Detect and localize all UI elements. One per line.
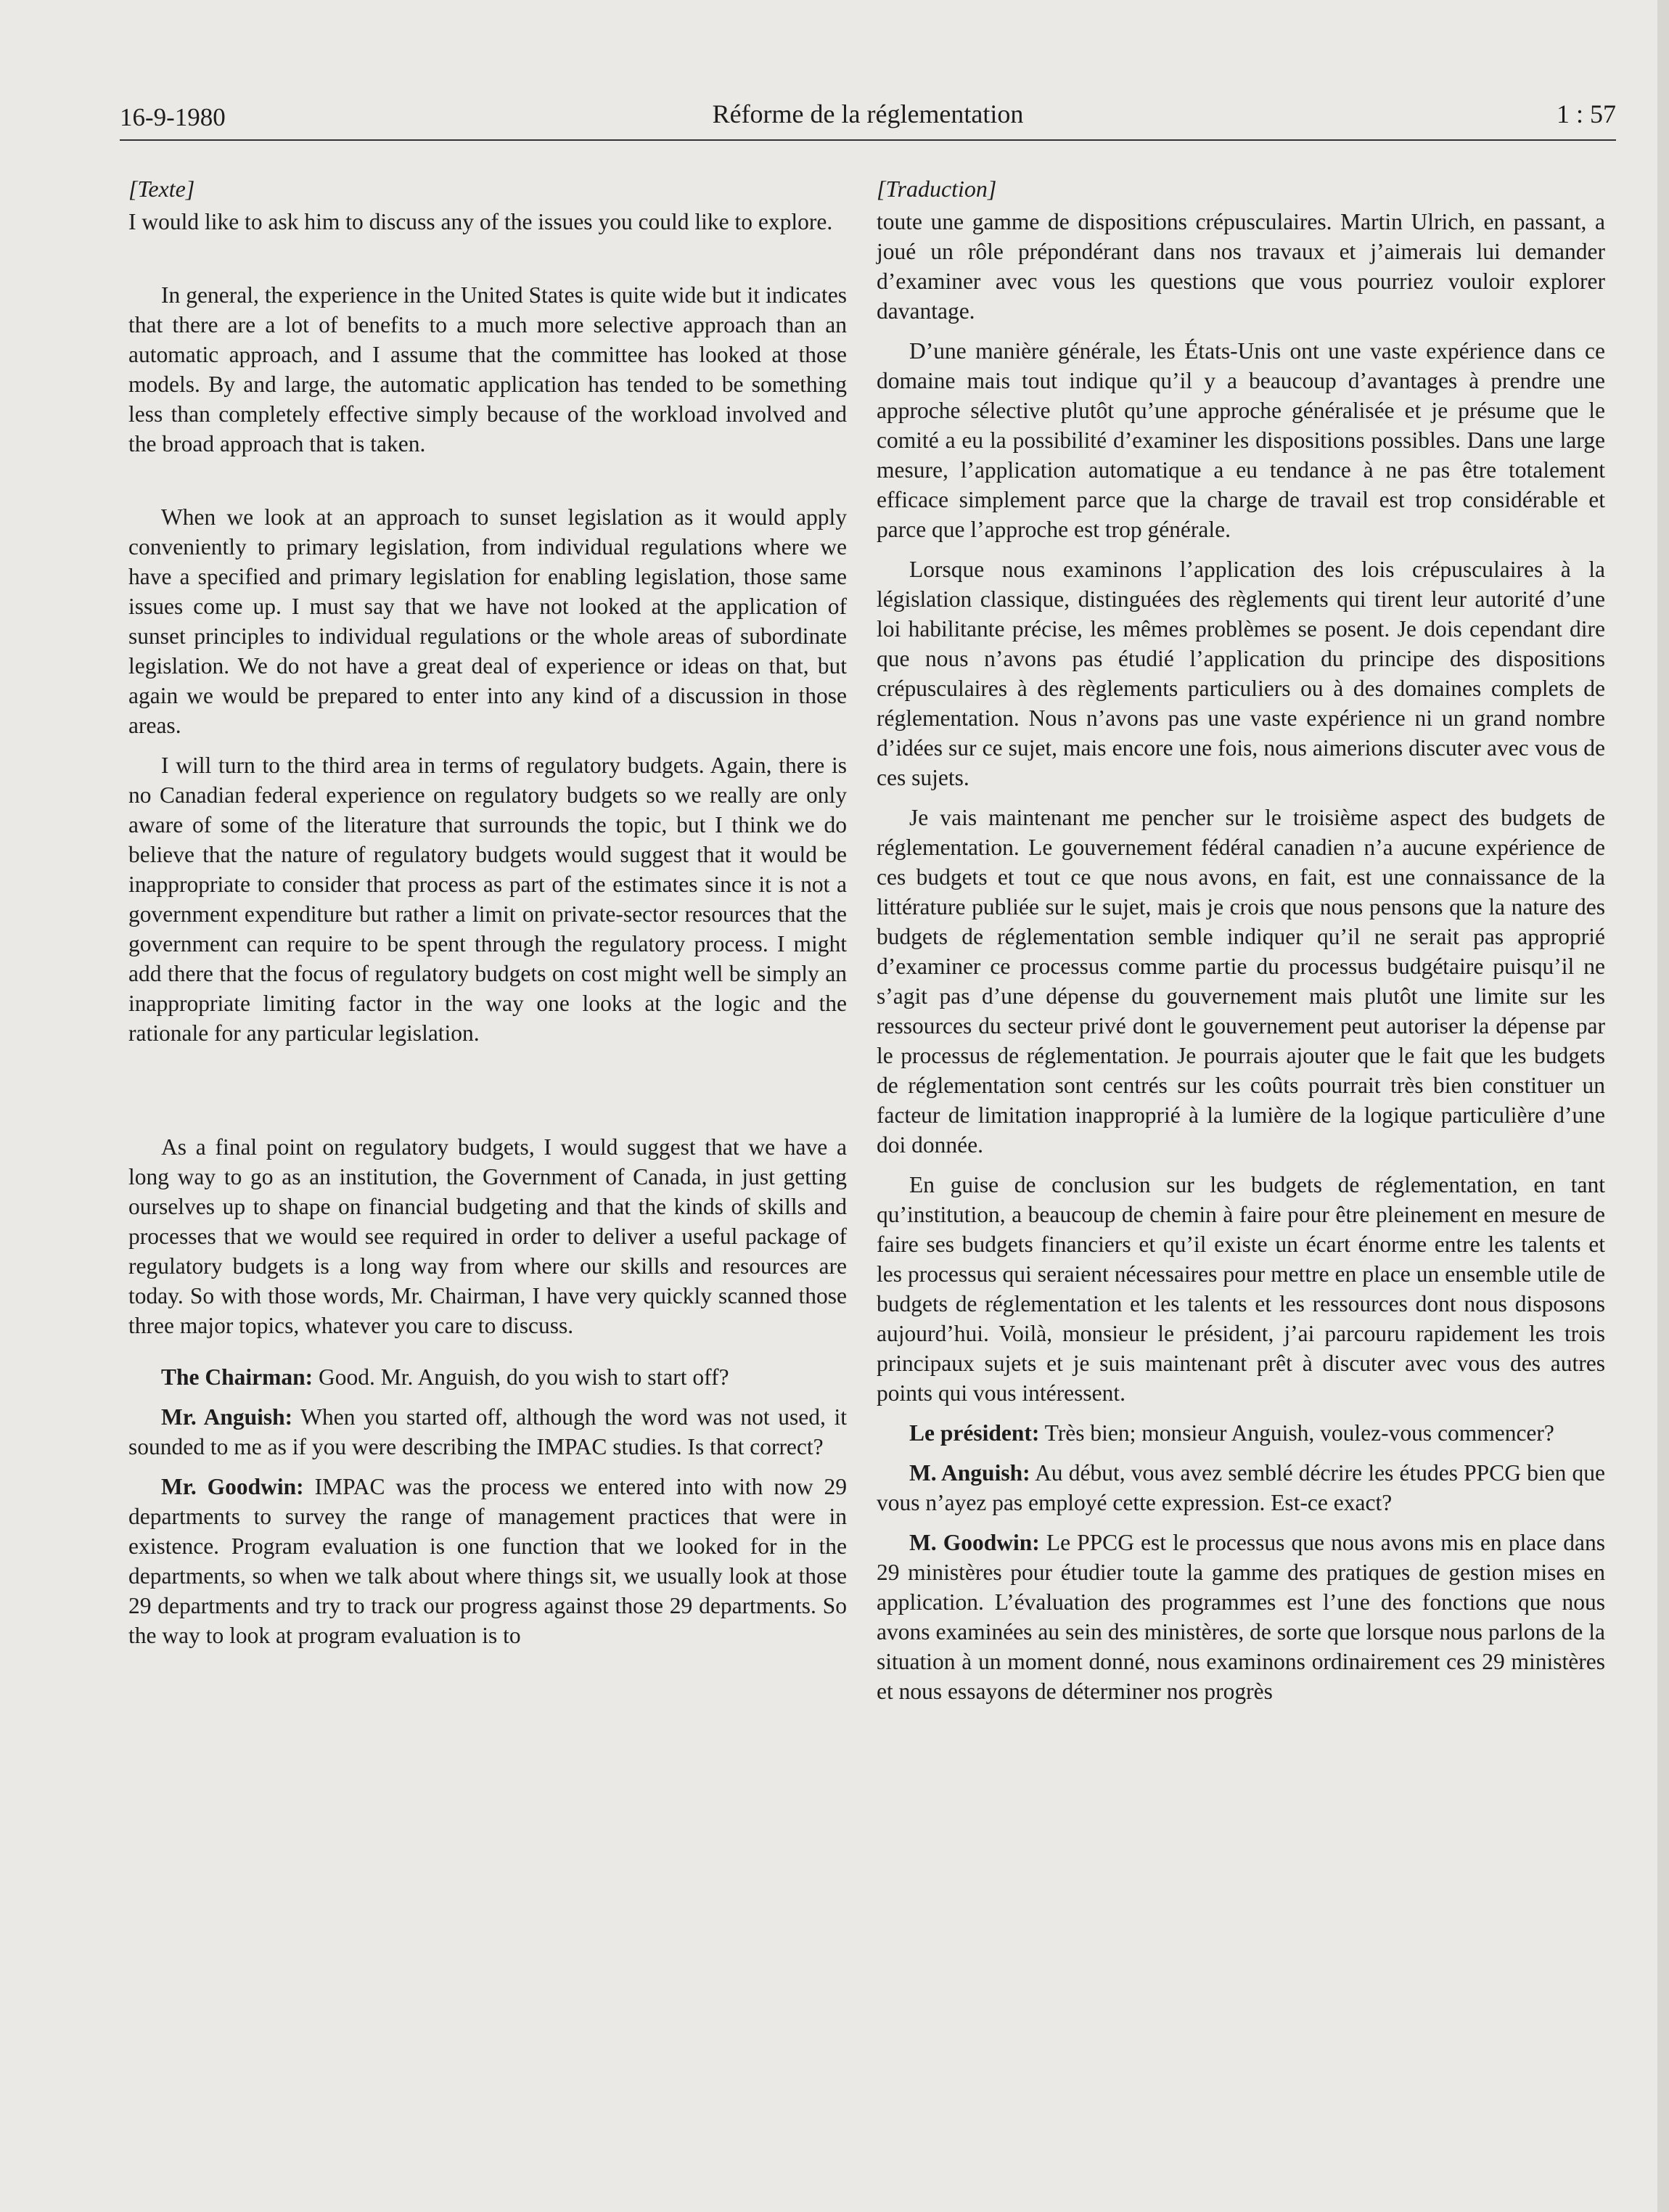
speaker-name: Le président:: [909, 1420, 1040, 1446]
paragraph-text: Le PPCG est le processus que nous avons mis en place dans 29 ministères pour étudier toute la gamme des pratiques de gestion mises en application. L’évaluation des programmes est l’une des fonctions que nous avons examinées au sein des ministères, de sorte que lorsque nous parlons de la situation à un moment donné, nous examinons ordinairement ces 29 ministères et nous essayons de déterminer nos progrès: [877, 1530, 1605, 1704]
speaker-paragraph: [128, 1472, 847, 1650]
paragraph: [877, 803, 1605, 1160]
speaker-paragraph: [877, 1458, 1605, 1517]
header-date: 16-9-1980: [120, 103, 226, 131]
paragraph: [128, 750, 847, 1048]
speaker-name: Mr. Anguish:: [161, 1404, 293, 1430]
speaker-name: Mr. Goodwin:: [161, 1474, 304, 1499]
paragraph-text: IMPAC was the process we entered into with now 29 departments to survey the range of management practices that were in existence. Program evaluation is one function that we looked for in the departments, so when we talk about where things sit, we usually look at those 29 departments and try to track our progress against those 29 departments. So the way to look at program evaluation is to: [128, 1474, 848, 1648]
french-column: [877, 174, 1605, 1706]
paragraph-text: When we look at an approach to sunset legislation as it would apply conveniently to primary legislation, from individual regulations where we have a specified and primary legislation for enabling legislation, those same issues come up. I must say that we have not looked at the application of sunset principles to individual regulations or the whole areas of subordinate legislation. We do not have a great deal of experience or ideas on that, but again we would be prepared to enter into any kind of a discussion in those areas.: [128, 504, 847, 738]
paragraph: [128, 280, 847, 459]
paragraph: [877, 336, 1605, 544]
speaker-paragraph: [877, 1528, 1605, 1706]
paragraph-text: In general, the experience in the United States is quite wide but it indicates that there are a lot of benefits to a much more selective approach than an automatic approach, and I assume that the committee has looked at those models. By and large, the automatic application has tended to be something less than completely effective simply because of the workload involved and the broad approach that is taken.: [128, 282, 847, 456]
paragraph-text: I would like to ask him to discuss any of the issues you could like to explore.: [128, 209, 833, 234]
paragraph: [128, 1132, 847, 1340]
speaker-name: M. Anguish:: [909, 1460, 1030, 1486]
paragraph-text: En guise de conclusion sur les budgets de réglementation, en tant qu’institution, a beaucoup de chemin à faire pour être pleinement en mesure de faire ses budgets financiers et qu’il existe un écart énorme entre les talents et les processus qui seraient nécessaires pour mettre en place un ensemble utile de budgets de réglementation et les talents et les ressources dont nous disposons aujourd’hui. Voilà, monsieur le président, j’ai parcouru rapidement les trois principaux sujets et je suis maintenant prêt à discuter avec vous des autres points qui vous intéressent.: [877, 1172, 1605, 1406]
speaker-paragraph: [128, 1402, 847, 1462]
paragraph: [877, 1170, 1605, 1408]
speaker-paragraph: [877, 1418, 1605, 1448]
paragraph: [877, 207, 1605, 326]
paragraph-text: Très bien; monsieur Anguish, voulez-vous commencer?: [1044, 1420, 1554, 1446]
column-marker-traduction: [Traduction]: [877, 176, 997, 202]
paragraph-text: Lorsque nous examinons l’application des lois crépusculaires à la législation classique, distinguées des règlements qui tirent leur autorité d’une loi habilitante précise, les mêmes problèmes se posent. Je dois cependant dire que nous n’avons pas étudié l’application du principe des dispositions crépusculaires à des règlements particuliers ou à des domaines complets de réglementation. Nous n’avons pas une vaste expérience ni un grand nombre d’idées sur ce sujet, mais encore une fois, nous aimerions discuter avec vous de ces sujets.: [877, 557, 1605, 790]
paragraph-text: D’une manière générale, les États-Unis ont une vaste expérience dans ce domaine mais tout indique qu’il y a beaucoup d’avantages à prendre une approche sélective plutôt qu’une approche généralisée et je présume que le comité a eu la possibilité d’examiner les dispositions possibles. Dans une large mesure, l’application automatique a eu tendance à ne pas être totalement efficace simplement parce que la charge de travail est trop considérable et parce que l’approche est trop générale.: [877, 338, 1605, 542]
paragraph-text: Good. Mr. Anguish, do you wish to start off?: [319, 1364, 729, 1390]
speaker-name: M. Goodwin:: [909, 1530, 1040, 1555]
paragraph: [128, 502, 847, 740]
speaker-name: The Chairman:: [161, 1364, 313, 1390]
paragraph-text: When you started off, although the word was not used, it sounded to me as if you were describing the IMPAC studies. Is that correct?: [128, 1404, 847, 1459]
page-header: [120, 96, 1616, 141]
speaker-paragraph: [128, 1362, 847, 1392]
paragraph-text: toute une gamme de dispositions crépusculaires. Martin Ulrich, en passant, a joué un rôle prépondérant dans nos travaux et j’aimerais lui demander d’examiner avec vous les questions que vous pourriez vouloir explorer davantage.: [877, 209, 1605, 324]
paragraph-text: As a final point on regulatory budgets, I would suggest that we have a long way to go as an institution, the Government of Canada, in just getting ourselves up to shape on financial budgeting and that the kinds of skills and processes that we would see required in order to deliver a useful package of regulatory budgets is a long way from where our skills and resources are today. So with those words, Mr. Chairman, I have very quickly scanned those three major topics, whatever you care to discuss.: [128, 1134, 847, 1338]
english-column: [128, 174, 847, 1650]
header-page-number: 1 : 57: [1556, 99, 1616, 128]
paragraph-text: Au début, vous avez semblé décrire les études PPCG bien que vous n’ayez pas employé cette expression. Est-ce exact?: [877, 1460, 1606, 1515]
paragraph: [877, 554, 1605, 792]
paragraph-text: I will turn to the third area in terms of regulatory budgets. Again, there is no Canadian federal experience on regulatory budgets so we really are only aware of some of the literature that surrounds the topic, but I think we do believe that the nature of regulatory budgets would suggest that it would be inappropriate to consider that process as part of the estimates since it is not a government expenditure but rather a limit on private-sector resources that the government can require to be spent through the regulatory process. I might add there that the focus of regulatory budgets on cost might well be simply an inappropriate limiting factor in the way one looks at the logic and the rationale for any particular legislation.: [128, 753, 847, 1046]
column-marker-texte: [Texte]: [128, 176, 195, 202]
paragraph: [128, 207, 847, 237]
header-title: Réforme de la réglementation: [712, 99, 1024, 128]
paragraph-text: Je vais maintenant me pencher sur le troisième aspect des budgets de réglementation. Le gouvernement fédéral canadien n’a aucune expérience de ces budgets et tout ce que nous avons, en fait, est une connaissance de la littérature publiée sur le sujet, mais je crois que nous pensons que la nature des budgets de réglementation semble indiquer qu’il ne serait pas approprié d’examiner ce processus comme partie du processus budgétaire puisqu’il ne s’agit pas d’une dépense du gouvernement mais plutôt une limite sur les ressources du secteur privé dont le gouvernement peut autoriser la dépense par le processus de réglementation. Je pourrais ajouter que le fait que les budgets de réglementation sont centrés sur les coûts pourrait très bien constituer un facteur de limitation inapproprié à la lumière de la logique particulière d’une doi donnée.: [877, 805, 1605, 1158]
page-edge: [1657, 0, 1669, 2212]
